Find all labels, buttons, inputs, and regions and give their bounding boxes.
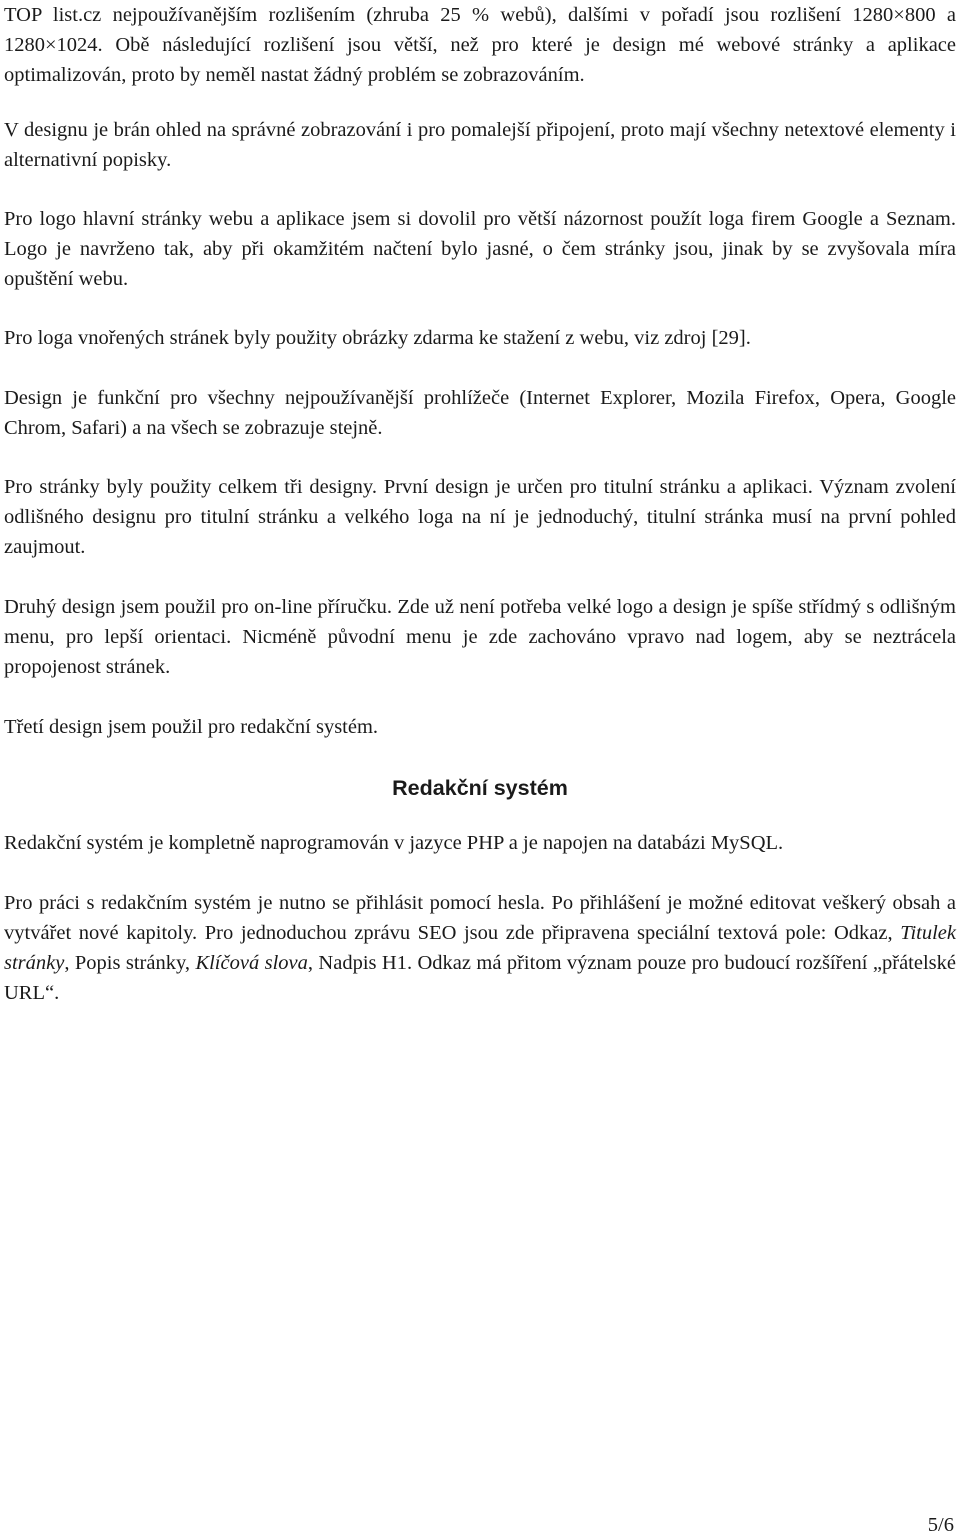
paragraph-resolution: TOP list.cz nejpoužívanějším rozlišením (zhruba 25 % webů), dalšími v pořadí jsou rozlišení 1280×800 a 1280×1024. Obě následující rozlišení jsou větší, než pro které je design mé webové stránky a aplikace optimalizován, proto by neměl nastat žádný problém se zobrazováním. [4,4,956,86]
paragraph-third-design: Třetí design jsem použil pro redakční systém. [4,716,379,738]
cms-field-keywords: Klíčová slova [195,952,308,974]
paragraph-nested-logos: Pro loga vnořených stránek byly použity obrázky zdarma ke stažení z webu, viz zdroj [29]. [4,327,751,349]
paragraph-cms-login [4,888,956,1008]
paragraph-logo: Pro logo hlavní stránky webu a aplikace jsem si dovolil pro větší názornost použít loga firem Google a Seznam. Logo je navrženo tak, aby při okamžitém načtení bylo jasné, o čem stránky jsou, jinak by se zvyšovala míra opuštění webu. [4,208,956,290]
cms-login-text-end: , Nadpis H1. Odkaz má přitom význam pouze pro budoucí rozšíření „přátelské URL“. [4,952,956,1004]
paragraph-three-designs: Pro stránky byly použity celkem tři designy. První design je určen pro titulní stránku a aplikaci. Význam zvolení odlišného designu pro titulní stránku a velkého loga na ní je jednoduchý, titulní stránka musí na první pohled zaujmout. [4,476,956,558]
page-number: 5/6 [927,1514,954,1536]
section-heading: Redakční systém [392,776,568,800]
paragraph-second-design: Druhý design jsem použil pro on-line příručku. Zde už není potřeba velké logo a design je spíše střídmý s odlišným menu, pro lepší orientaci. Nicméně původní menu je zde zachováno vpravo nad logem, aby se neztrácela propojenost stránek. [4,596,956,678]
cms-login-text-start: Pro práci s redakčním systém je nutno se přihlásit pomocí hesla. Po přihlášení je možné editovat veškerý obsah a vytvářet nové kapitoly. Pro jednoduchou zprávu SEO jsou zde připravena speciální textová pole: Odkaz, [4,892,956,944]
document-page [4,0,956,1008]
cms-login-text-mid: , Popis stránky, [64,952,196,974]
paragraph-browsers: Design je funkční pro všechny nejpoužívanější prohlížeče (Internet Explorer, Mozila Firefox, Opera, Google Chrom, Safari) a na všech se zobrazuje stejně. [4,387,956,439]
paragraph-slow-connection: V designu je brán ohled na správné zobrazování i pro pomalejší připojení, proto mají všechny netextové elementy i alternativní popisky. [4,119,956,171]
paragraph-cms-php: Redakční systém je kompletně naprogramován v jazyce PHP a je napojen na databázi MySQL. [4,832,784,854]
cms-field-page-title: Titulek stránky [4,922,956,974]
